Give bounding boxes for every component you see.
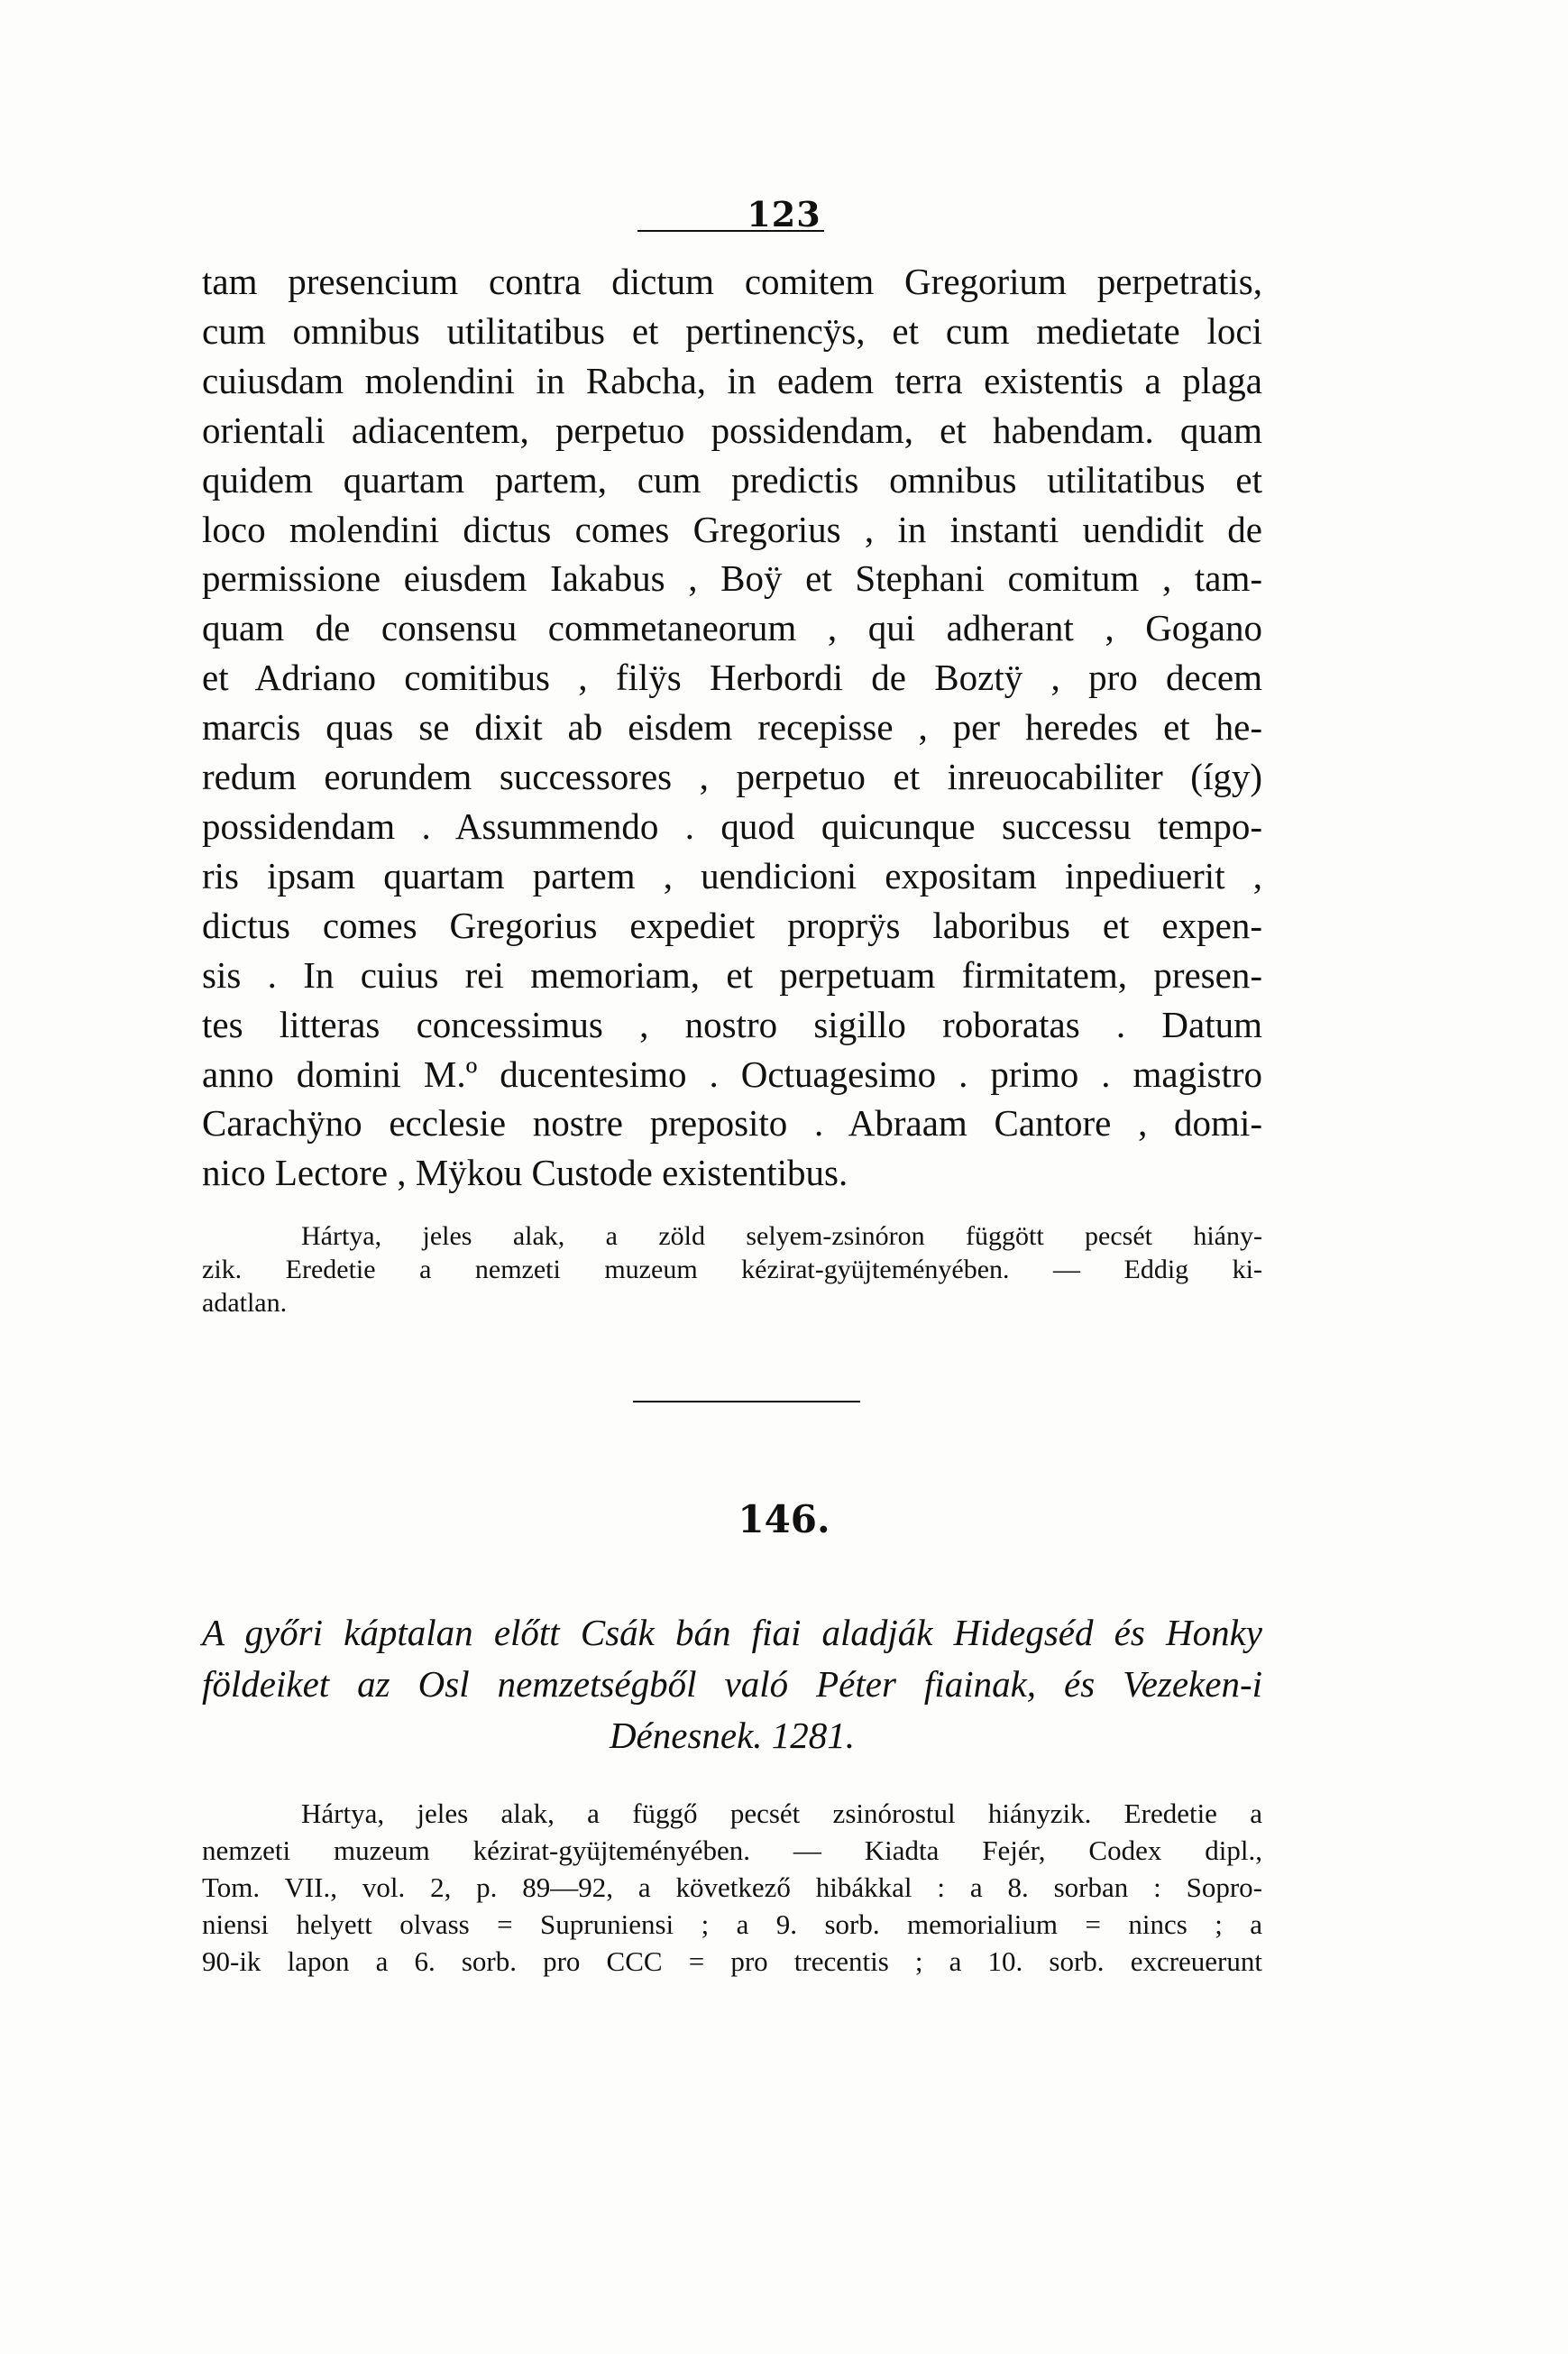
text-line: sis . In cuius rei memoriam, et perpetuam firmitatem, presen- <box>202 953 1262 996</box>
text-line: dictus comes Gregorius expediet proprÿs laboribus et expen- <box>202 904 1262 946</box>
text-line: quidem quartam partem, cum predictis omnibus utilitatibus et <box>202 458 1262 501</box>
text-line: anno domini M.º ducentesimo . Octuagesimo . primo . magistro <box>202 1053 1262 1095</box>
note-line: Hártya, jeles alak, a zöld selyem-zsinóron függött pecsét hiány- <box>301 1221 1262 1251</box>
note-line: Tom. VII., vol. 2, p. 89—92, a következő hibákkal : a 8. sorban : Sopro- <box>202 1871 1262 1903</box>
document-heading <box>202 1607 1262 1761</box>
note-line: adatlan. <box>202 1288 288 1318</box>
page-number: 123 <box>747 194 821 234</box>
note-line: niensi helyett olvass = Supruniensi ; a 9. sorb. memorialium = nincs ; a <box>202 1908 1262 1940</box>
page-number-rule <box>637 230 824 232</box>
editorial-note-2 <box>202 1795 1262 1980</box>
heading-line: földeiket az Osl nemzetségből való Péter fiainak, és Vezeken-i <box>202 1663 1262 1705</box>
note-line: Hártya, jeles alak, a függő pecsét zsinórostul hiányzik. Eredetie a <box>301 1798 1262 1829</box>
note-line: zik. Eredetie a nemzeti muzeum kézirat-gyüjteményében. — Eddig ki- <box>202 1255 1262 1284</box>
text-line: orientali adiacentem, perpetuo possidendam, et habendam. quam <box>202 409 1262 451</box>
text-line: cuiusdam molendini in Rabcha, in eadem terra existentis a plaga <box>202 359 1262 401</box>
heading-line: A győri káptalan előtt Csák bán fiai aladják Hidegséd és Honky <box>202 1612 1262 1653</box>
section-divider <box>633 1401 860 1402</box>
text-line: ris ipsam quartam partem , uendicioni expositam inpediuerit , <box>202 854 1262 897</box>
text-line: permissione eiusdem Iakabus , Boÿ et Stephani comitum , tam- <box>202 557 1262 600</box>
editorial-note <box>202 1219 1262 1320</box>
text-line: possidendam . Assummendo . quod quicunque successu tempo- <box>202 805 1262 847</box>
text-line: Carachÿno ecclesie nostre preposito . Abraam Cantore , domi- <box>202 1102 1262 1145</box>
text-line: redum eorundem successores , perpetuo et inreuocabiliter (így) <box>202 756 1262 798</box>
note-line: nemzeti muzeum kézirat-gyüjteményében. — Kiadta Fejér, Codex dipl., <box>202 1834 1262 1866</box>
text-line: et Adriano comitibus , filÿs Herbordi de Boztÿ , pro decem <box>202 657 1262 699</box>
text-line: cum omnibus utilitatibus et pertinencÿs, et cum medietate loci <box>202 309 1262 352</box>
note-line: 90-ik lapon a 6. sorb. pro CCC = pro trecentis ; a 10. sorb. excreuerunt <box>202 1945 1262 1977</box>
text-line: marcis quas se dixit ab eisdem recepisse , per heredes et he- <box>202 706 1262 749</box>
document-number: 146. <box>738 1497 830 1541</box>
main-text <box>202 257 1262 1198</box>
text-line: tam presencium contra dictum comitem Gregorium perpetratis, <box>202 261 1262 302</box>
text-line: quam de consensu commetaneorum , qui adherant , Gogano <box>202 607 1262 649</box>
text-line: nico Lectore , Mÿkou Custode existentibus. <box>202 1152 848 1194</box>
heading-line: Dénesnek. 1281. <box>609 1715 856 1756</box>
text-line: tes litteras concessimus , nostro sigillo roboratas . Datum <box>202 1003 1262 1045</box>
text-line: loco molendini dictus comes Gregorius , in instanti uendidit de <box>202 508 1262 550</box>
